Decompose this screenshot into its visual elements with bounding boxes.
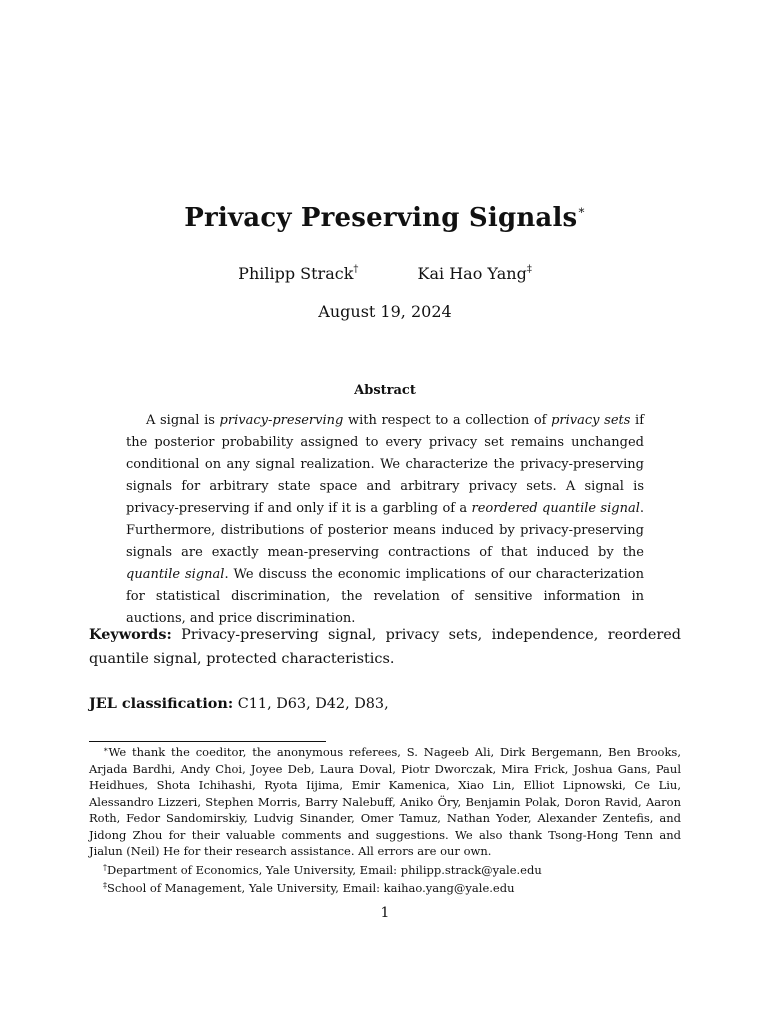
- footnote-mark: †: [103, 862, 107, 872]
- abstract-emphasis: privacy sets: [551, 413, 631, 428]
- author-footnote-mark: ‡: [526, 264, 532, 275]
- paper-title: [0, 203, 770, 233]
- abstract-text-run: . We discuss the economic implications of our characterization for statistical discrimination, the revelation of sensitive information in auctions, and price discrimination.: [126, 567, 644, 626]
- jel-section: [89, 692, 681, 716]
- abstract-heading: Abstract: [354, 383, 416, 398]
- author-name: Kai Hao Yang: [417, 264, 527, 283]
- footnote-yang-affiliation: [89, 878, 681, 897]
- footnote-acknowledgements: [89, 742, 681, 860]
- keywords-label: Keywords:: [89, 626, 172, 643]
- footnote-mark: ∗: [103, 745, 109, 754]
- author-yang: [418, 264, 532, 283]
- footnote-text: Department of Economics, Yale University, Email: philipp.strack@yale.edu: [107, 862, 542, 877]
- abstract-text-run: . Furthermore, distributions of posterior means induced by privacy-preserving signals are exactly mean-preserving contractions of that induced by the: [126, 501, 644, 560]
- abstract-emphasis: quantile signal: [126, 567, 225, 582]
- footnote-text: We thank the coeditor, the anonymous referees, S. Nageeb Ali, Dirk Bergemann, Ben Brooks, Arjada Bardhi, Andy Choi, Joyee Deb, Laura Doval, Piotr Dworczak, Mira Frick, Joshua Gans, Paul Heidhues, Shota Ichihashi, Ryota Iijima, Emir Kamenica, Xiao Lin, Elliot Lipnowski, Ce Liu, Alessandro Lizzeri, Stephen Morris, Barry Nalebuff, Aniko Öry, Benjamin Polak, Doron Ravid, Aaron Roth, Fedor Sandomirskiy, Ludvig Sinander, Omer Tamuz, Nathan Yoder, Alexander Zentefis, and Jidong Zhou for their valuable comments and suggestions. We also thank Tsong-Hong Tenn and Jialun (Neil) He for their research assistance. All errors are our own.: [89, 745, 681, 858]
- abstract-text-run: with respect to a collection of: [343, 413, 552, 428]
- page-number: 1: [380, 905, 390, 921]
- footnote-mark: ‡: [103, 881, 107, 890]
- keywords-section: [89, 623, 681, 671]
- title-text: Privacy Preserving Signals: [184, 203, 578, 233]
- author-strack: [238, 264, 358, 283]
- keywords-text: Privacy-preserving signal, privacy sets, independence, reordered quantile signal, protected characteristics.: [89, 627, 681, 667]
- footnotes: [89, 742, 681, 897]
- abstract-emphasis: privacy-preserving: [219, 413, 344, 428]
- abstract-text: [126, 410, 644, 630]
- author-footnote-mark: †: [353, 264, 359, 275]
- footnote-text: School of Management, Yale University, Email: kaihao.yang@yale.edu: [107, 881, 515, 895]
- paper-date: August 19, 2024: [318, 302, 452, 321]
- abstract-text-run: if the posterior probability assigned to every privacy set remains unchanged conditional on any signal realization. We characterize the privacy-preserving signals for arbitrary state space and arbitrary privacy sets. A signal is privacy-preserving if and only if it is a garbling of a: [126, 413, 645, 516]
- abstract-emphasis: reordered quantile signal: [471, 501, 640, 516]
- abstract-text-run: A signal is: [146, 413, 220, 428]
- author-name: Philipp Strack: [238, 264, 354, 283]
- author-list: [0, 264, 770, 283]
- jel-label: JEL classification:: [89, 695, 234, 712]
- footnote-strack-affiliation: [89, 860, 681, 879]
- jel-text: C11, D63, D42, D83,: [237, 696, 389, 712]
- title-footnote-mark: ∗: [577, 203, 586, 217]
